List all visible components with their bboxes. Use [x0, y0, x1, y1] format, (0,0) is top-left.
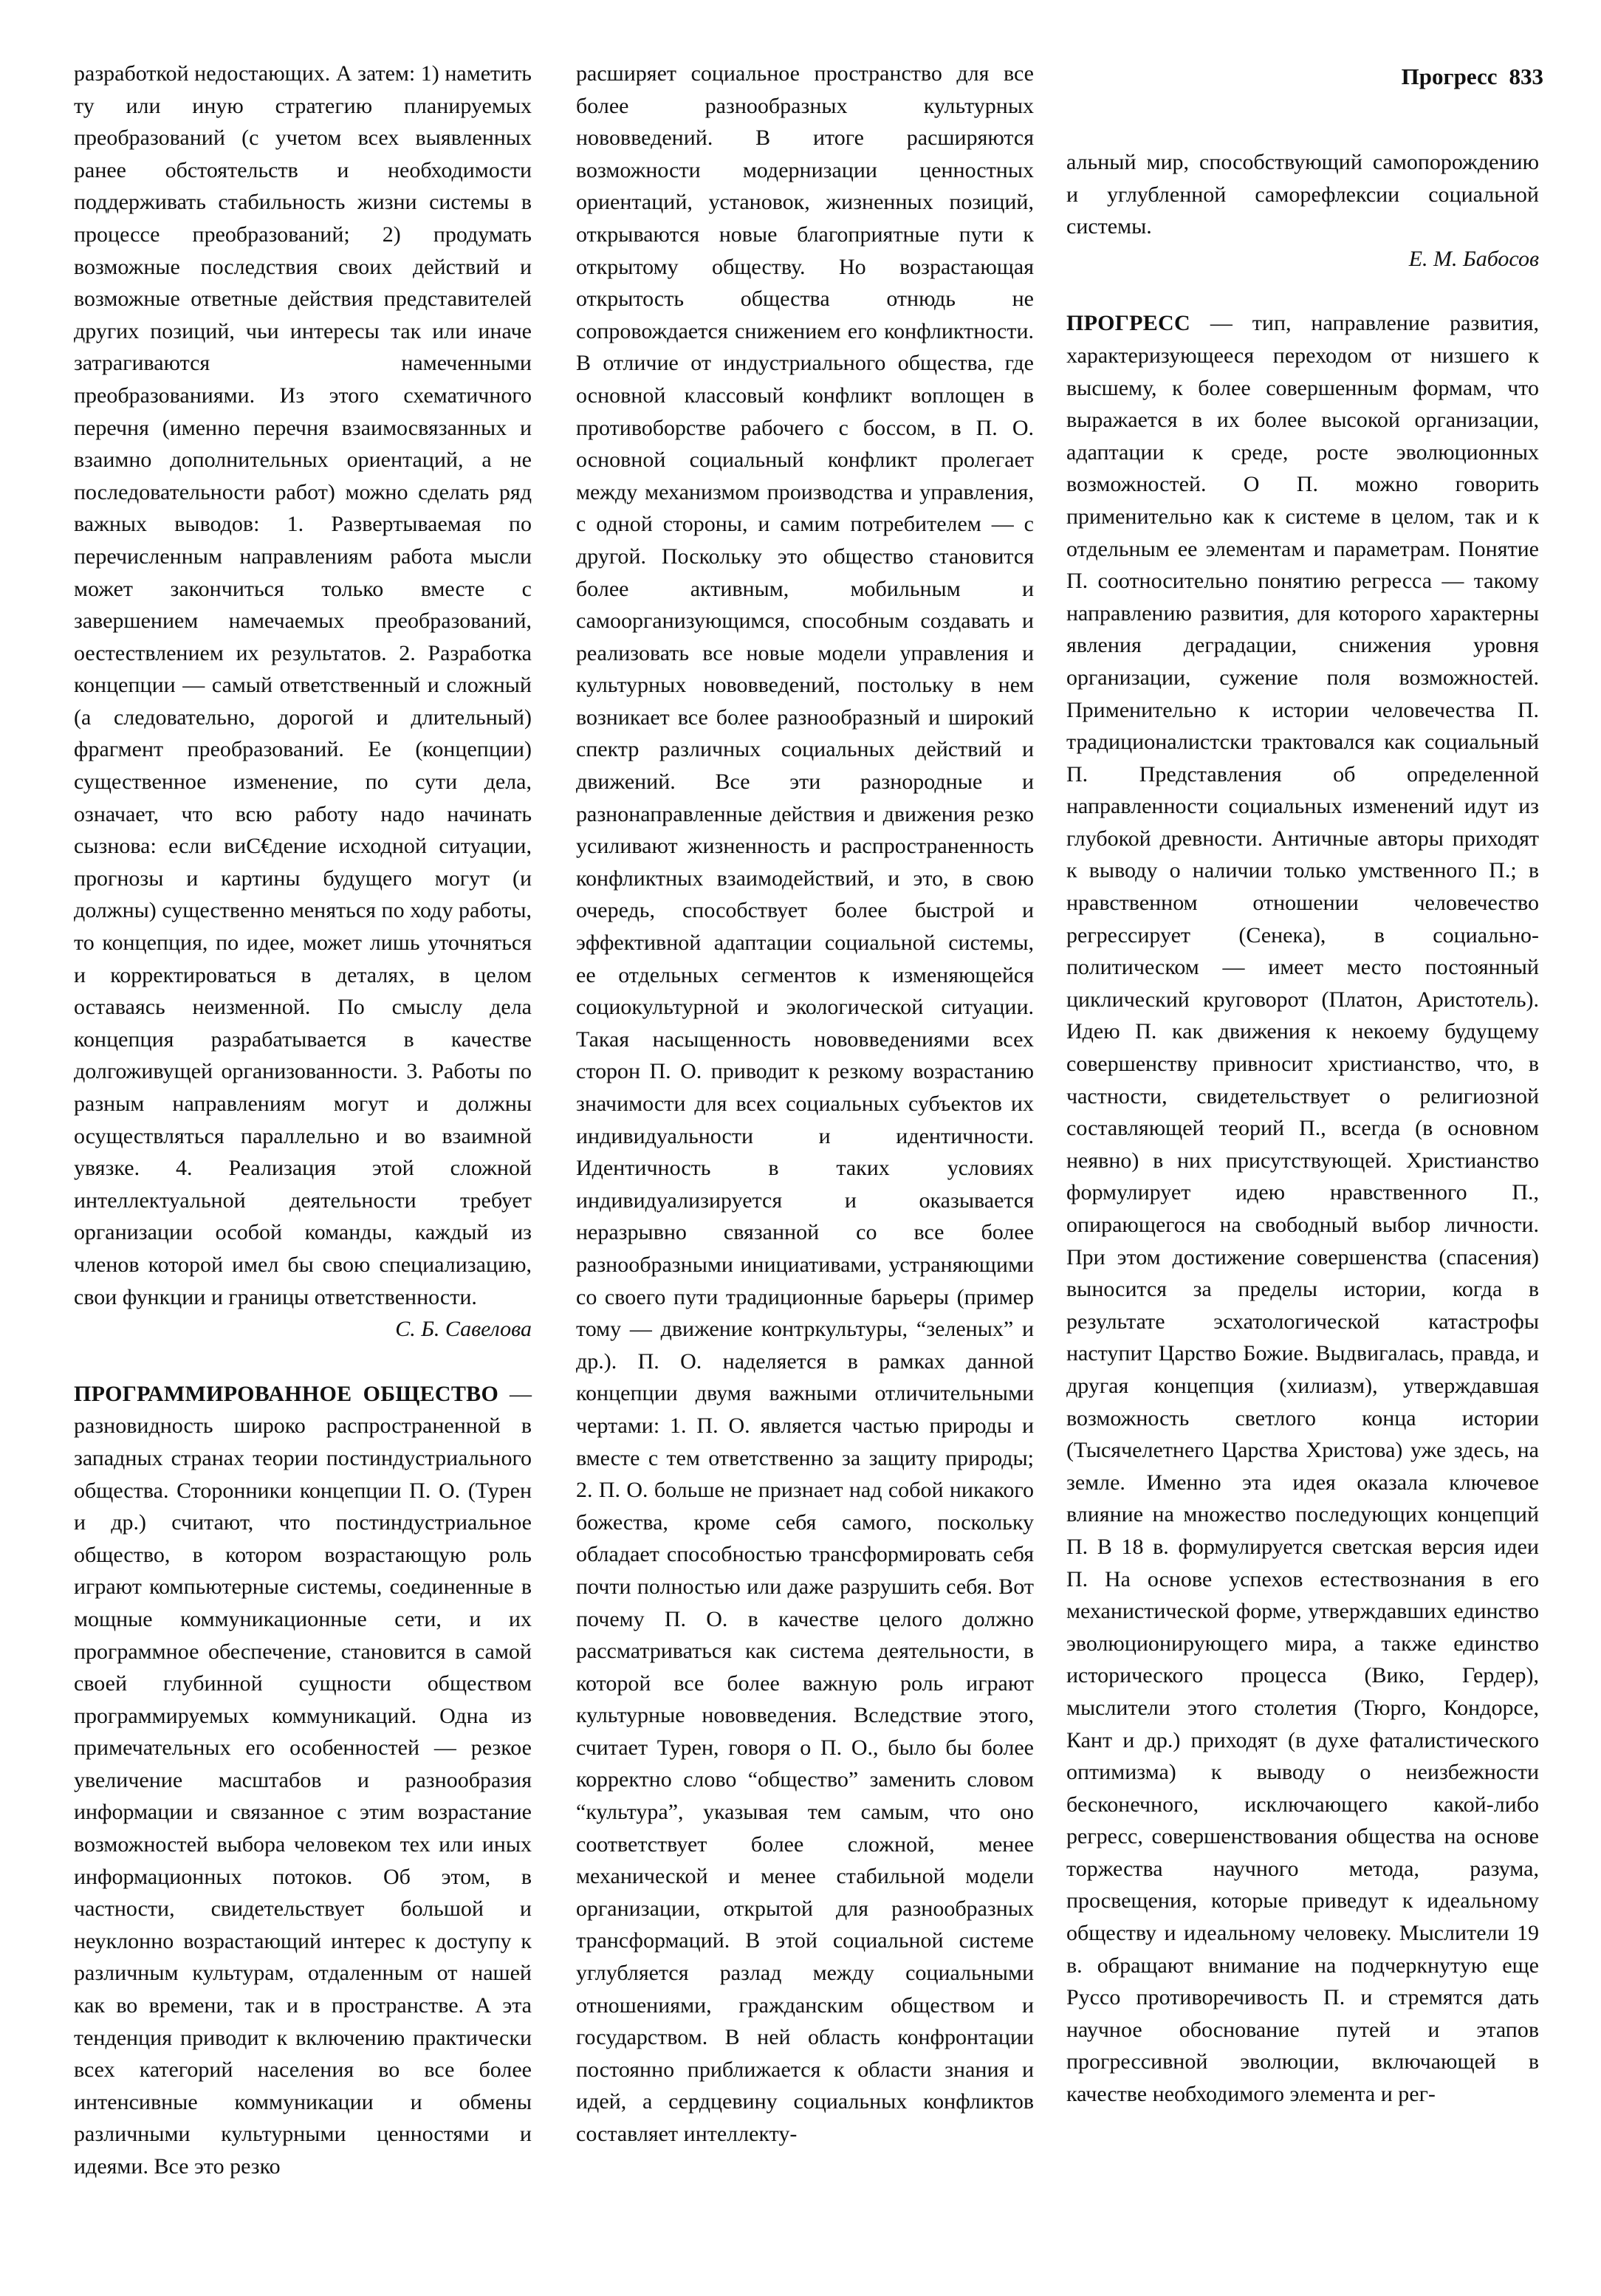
text-column-1	[74, 58, 532, 2183]
author-signature: Е. М. Бабосов	[1408, 246, 1539, 271]
entry-title: ПРОГРЕСС	[1066, 311, 1190, 336]
text-column-2	[576, 58, 1034, 2151]
text-column-3	[1066, 146, 1539, 2111]
paragraph-body: расширяет социальное пространство для все более разнообразных культурных нововведений. В итоге расширяются возможности модернизации ценностных ориентаций, установок, жизненных позиций, открываются новые благоприятные пути к открытому обществу. Но возрастающая открытость общества отнюдь не сопровождается снижением его конфликтности. В отличие от индустриального общества, где основной классовый конфликт воплощен в противоборстве рабочего с боссом, в П. О. основной социальный конфликт пролегает между механизмом производства и управления, с одной стороны, и самим потребителем — с другой. Поскольку это общество становится более активным, мобильным и самоорганизующимся, способным создавать и реализовать все новые модели управления и культурных нововведений, постольку в нем возникает все более разнообразный и широкий спектр различных социальных действий и движений. Все эти разнородные и разнонаправленные действия и движения резко усиливают жизненность и распространенность конфликтных взаимодействий, и это, в свою очередь, способствует более быстрой и эффективной адаптации социальной системы, ее отдельных сегментов к изменяющейся социокультурной и экологической ситуации. Такая насыщенность нововведениями всех сторон П. О. приводит к резкому возрастанию значимости для всех социальных субъектов их индивидуальности и идентичности. Идентичность в таких условиях индивидуализируется и оказывается неразрывно связанной со все более разнообразными инициативами, устраняющими со своего пути традиционные барьеры (пример тому — движение контркультуры, “зеленых” и др.). П. О. наделяется в рамках данной концепции двумя важными отличительными чертами: 1. П. О. является частью природы и вместе с тем ответственно за защиту природы; 2. П. О. больше не признает над собой никакого божества, кроме себя самого, поскольку обладает способностью трансформировать себя почти полностью или даже разрушить себя. Вот почему П. О. в качестве целого должно рассматриваться как система деятельности, в которой все более важную роль играют культурные нововведения. Вследствие этого, считает Турен, говоря о П. О., было бы более корректно слово “общество” заменить словом “культура”, указывая тем самым, что оно соответствует более сложной, менее механической и менее стабильной модели организации, открытой для разнообразных трансформаций. В этой социальной системе углубляется разлад между социальными отношениями, гражданским обществом и государством. В ней область конфронтации постоянно приближается к области знания и идей, а сердцевину социальных конфликтов составляет интеллекту-	[576, 61, 1034, 2146]
paragraph-continuation: разработкой недостающих. А затем: 1) наметить ту или иную стратегию планируемых преобразований (с учетом всех выявленных ранее обстоятельств и необходимости поддерживать стабильность жизни системы в процессе преобразований; 2) продумать возможные последствия своих действий и возможные ответные действия представителей других позиций, чьи интересы так или иначе затрагиваются намеченными преобразованиями. Из этого схематичного перечня (именно перечня взаимосвязанных и взаимно дополнительных ориентаций, а не последовательности работ) можно сделать ряд важных выводов: 1. Развертываемая по перечисленным направлениям работа мысли может закончиться только вместе с завершением намечаемых преобразований, оестествлением их результатов. 2. Разработка концепции — самый ответственный и сложный (а следовательно, дорогой и длительный) фрагмент преобразований. Ее (концепции) существенное изменение, по сути дела, означает, что всю работу надо начинать сызнова: если виС€дение исходной ситуации, прогнозы и картины будущего могут (и должны) существенно меняться по ходу работы, то концепция, по идее, может лишь уточняться и корректироваться в деталях, в целом оставаясь неизменной. По смыслу дела концепция разрабатывается в качестве долгоживущей организованности. 3. Работы по разным направлениям могут и должны осуществляться параллельно и во взаимной увязке. 4. Реализация этой сложной интеллектуальной деятельности требует организации особой команды, каждый из членов которой имел бы свою специализацию, свои функции и границы ответственности.	[74, 61, 532, 1309]
entry-body: — разновидность широко распространенной в западных странах теории постиндустриального общества. Сторонники концепции П. О. (Турен и др.) считают, что постиндустриальное общество, в котором возрастающую роль играют компьютерные системы, соединенные в мощные коммуникационные сети, и их программное обеспечение, становится в самой своей глубинной сущности обществом программируемых коммуникаций. Одна из примечательных его особенностей — резкое увеличение масштабов и разнообразия информации и связанное с этим возрастание возможностей выбора человеком тех или иных информационных потоков. Об этом, в частности, свидетельствует большой и неуклонно возрастающий интерес к доступу к различным культурам, отдаленным от нашей как во времени, так и в пространстве. А эта тенденция приводит к включению практически всех категорий населения во все более интенсивные коммуникации и обмены различными культурными ценностями и идеями. Все это резко	[74, 1381, 532, 2179]
entry-progress	[1066, 307, 1539, 2110]
running-header	[1063, 64, 1543, 90]
entry-title: ПРОГРАММИРОВАННОЕ ОБЩЕСТВО	[74, 1381, 499, 1406]
author-signature: С. Б. Савелова	[395, 1317, 532, 1342]
entry-programmed-society	[74, 1378, 532, 2183]
paragraph-continuation: альный мир, способствующий самопорождению и углубленной саморефлексии социальной системы.	[1066, 150, 1539, 239]
running-title: Прогресс	[1401, 64, 1498, 89]
entry-body: — тип, направление развития, характеризующееся переходом от низшего к высшему, к более совершенным формам, что выражается в их более высокой организации, адаптации к среде, росте эволюционных возможностей. О П. можно говорить применительно как к системе в целом, так и к отдельным ее элементам и параметрам. Понятие П. соотносительно понятию регресса — такому направлению развития, для которого характерны явления деградации, снижения уровня организации, сужение поля возможностей. Применительно к истории человечества П. традиционалистски трактовался как социальный П. Представления об определенной направленности социальных изменений идут из глубокой древности. Античные авторы приходят к выводу о наличии только умственного П.; в нравственном отношении человечество регрессирует (Сенека), в социально-политическом — имеет место постоянный циклический круговорот (Платон, Аристотель). Идею П. как движения к некоему будущему совершенству привносит христианство, что, в частности, свидетельствует о религиозной составляющей теорий П., всегда (в основном неявно) в них присутствующей. Христианство формулирует идею нравственного П., опирающегося на свободный выбор личности. При этом достижение совершенства (спасения) выносится за пределы истории, когда в результате эсхатологической катастрофы наступит Царство Божие. Выдвигалась, правда, и другая концепция (хилиазм), утверждавшая возможность светлого конца истории (Тысячелетнего Царства Христова) уже здесь, на земле. Именно эта идея оказала ключевое влияние на множество последующих концепций П. В 18 в. формулируется светская версия идеи П. На основе успехов естествознания в его механистической форме, утверждавших единство эволюционирующего мира, а также единство исторического процесса (Вико, Гердер), мыслители этого столетия (Тюрго, Кондорсе, Кант и др.) приходят (в духе фаталистического оптимизма) к выводу о неизбежности бесконечного, исключающего какой-либо регресс, совершенствования общества на основе торжества научного метода, разума, просвещения, которые приведут к идеальному обществу и идеальному человеку. Мыслители 19 в. обращают внимание на подчеркнутую еще Руссо противоречивость П. и стремятся дать научное обоснование путей и этапов прогрессивной эволюции, включающей в качестве необходимого элемента и рег-	[1066, 311, 1539, 2107]
page-number: 833	[1509, 64, 1543, 89]
